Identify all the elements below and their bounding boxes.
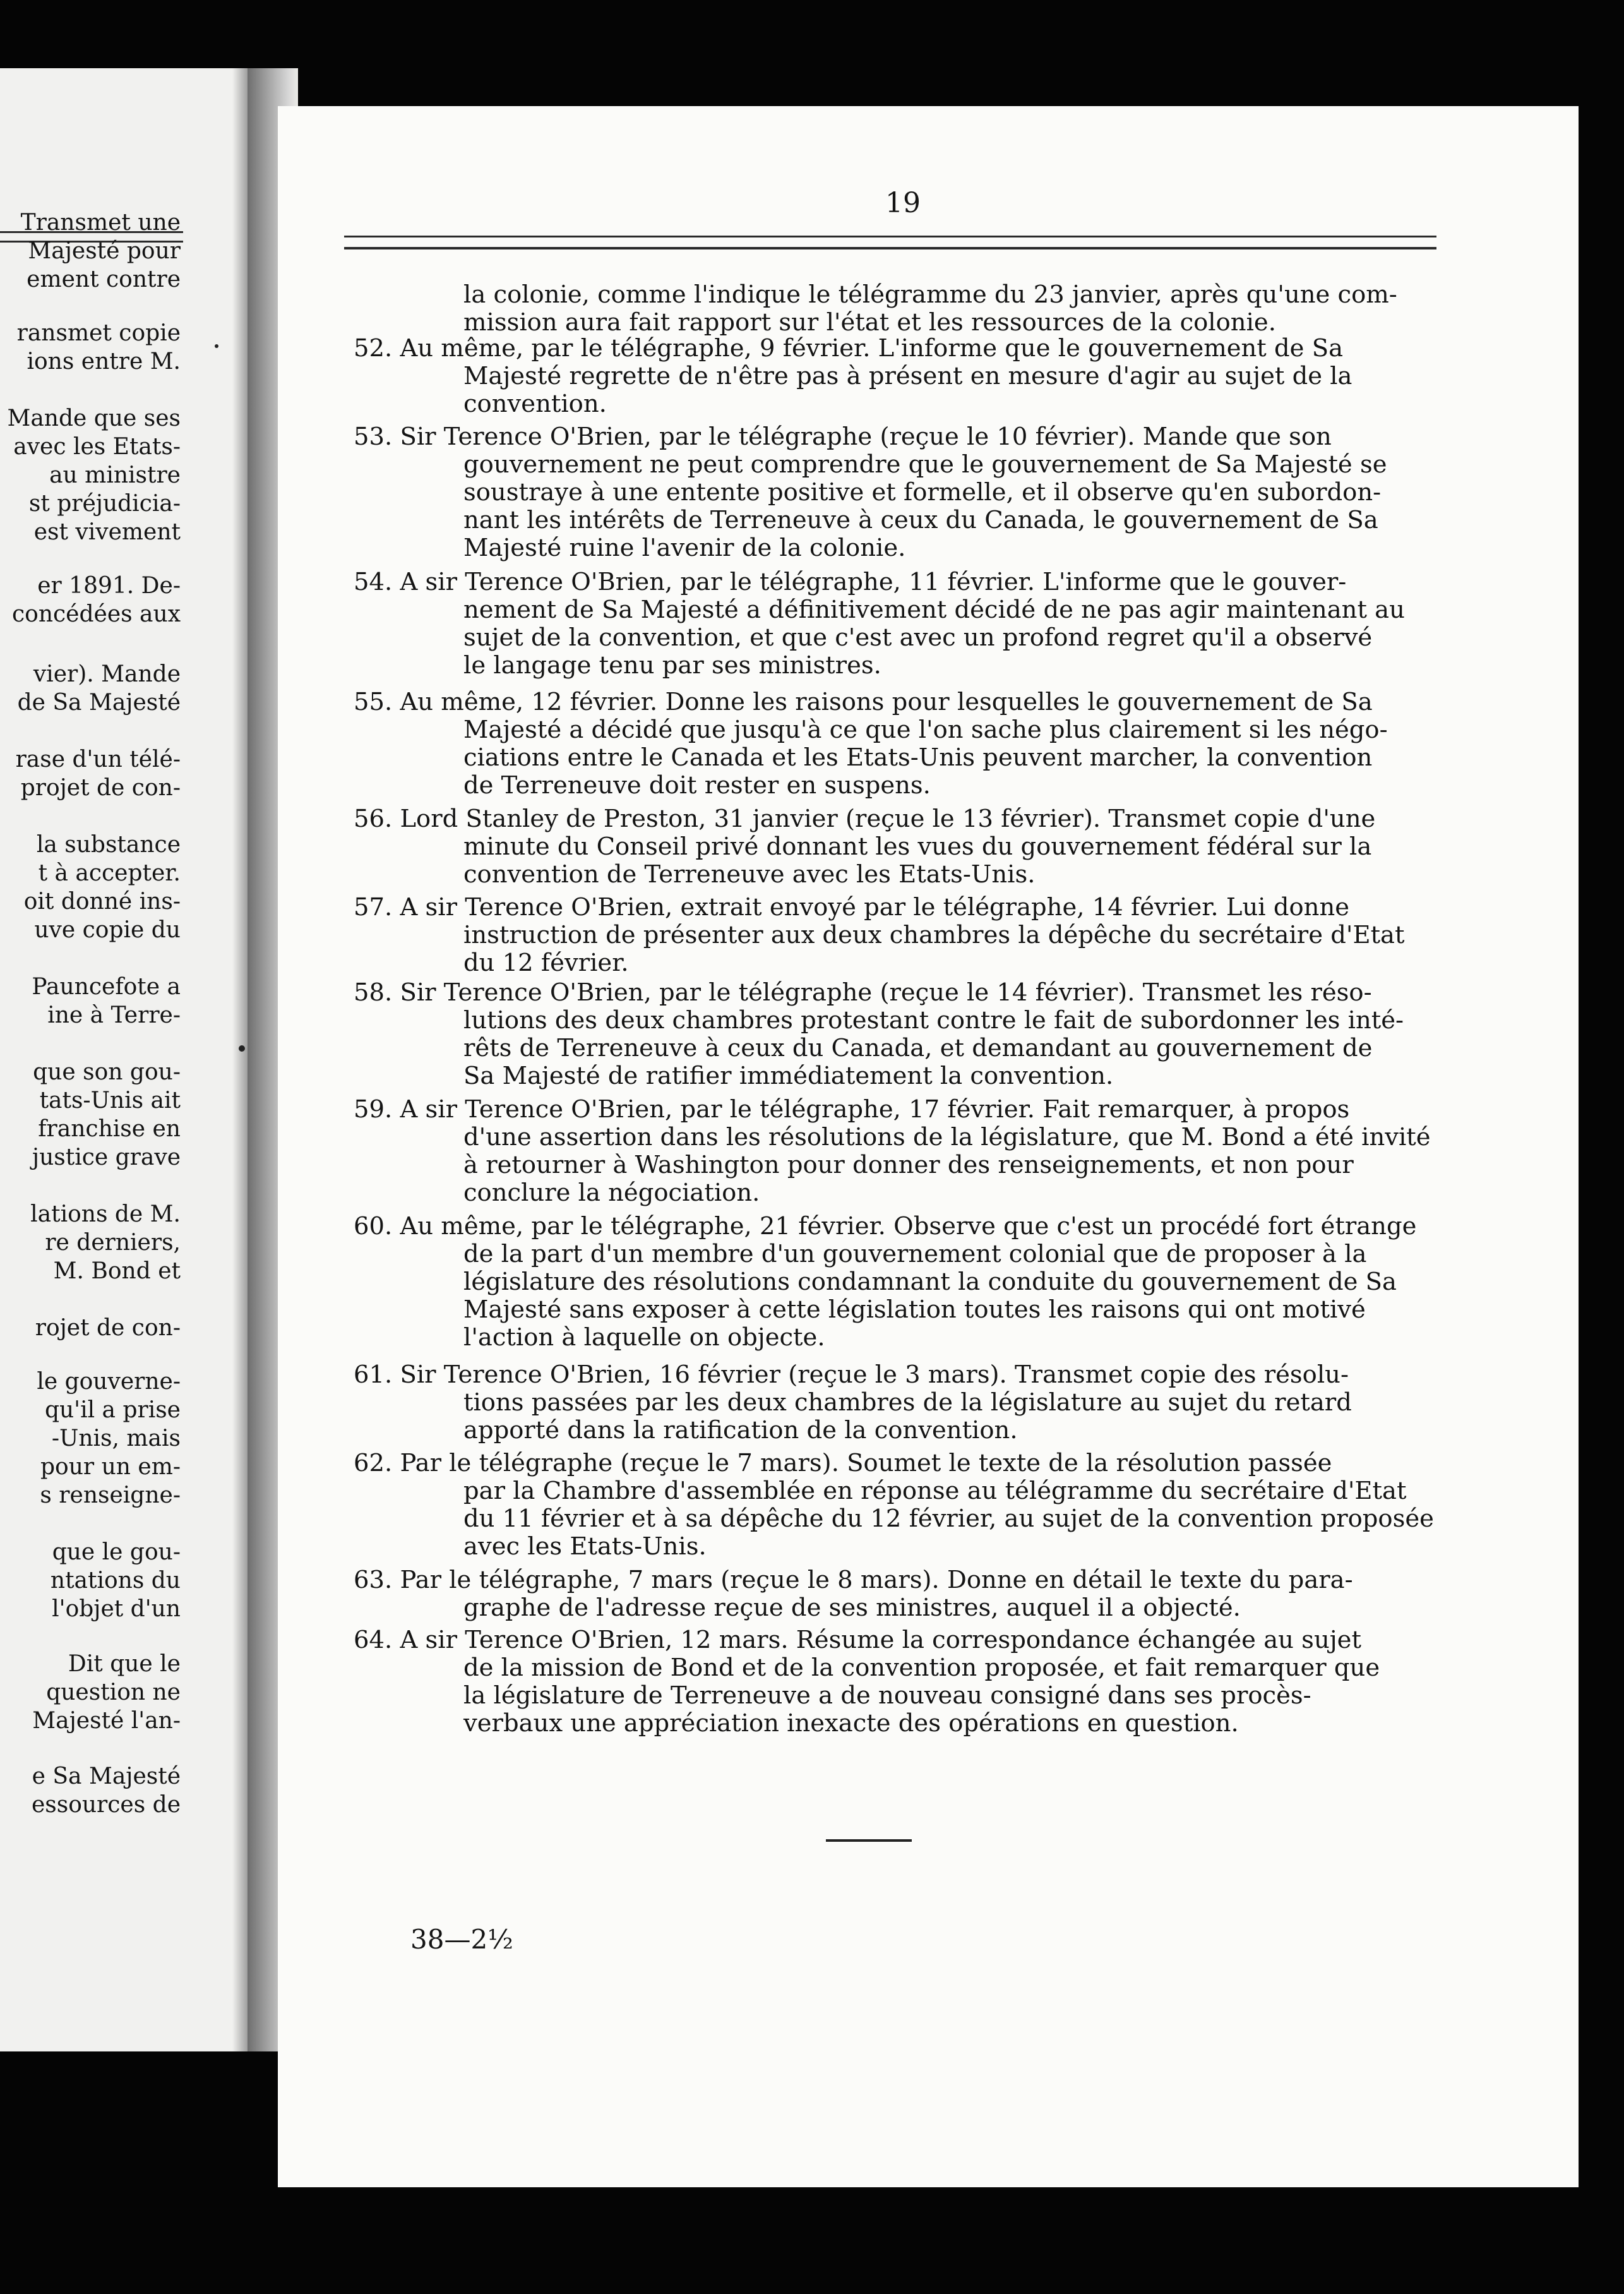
- entry-continuation-line: verbaux une appréciation inexacte des opérations en question.: [463, 1709, 1239, 1738]
- left-page-text-fragment: oit donné ins-: [23, 889, 181, 915]
- left-page-text-fragment: s renseigne-: [40, 1482, 181, 1508]
- entry-continuation-line: mission aura fait rapport sur l'état et les ressources de la colonie.: [463, 308, 1276, 337]
- entry-first-line: [354, 423, 1332, 451]
- left-page-text-fragment: tats-Unis ait: [39, 1088, 181, 1114]
- entry-text: Au même, 12 février. Donne les raisons pour lesquelles le gouvernement de Sa: [400, 688, 1373, 716]
- entry-first-line: [354, 688, 1373, 716]
- margin-mark: [215, 344, 218, 348]
- left-page-text-fragment: re derniers,: [45, 1230, 181, 1256]
- entry-continuation-line: convention.: [463, 390, 607, 418]
- entry-text: Au même, par le télégraphe, 21 février. Observe que c'est un procédé fort étrange: [400, 1212, 1417, 1240]
- left-page-text-fragment: justice grave: [32, 1144, 181, 1170]
- left-page-text-fragment: l'objet d'un: [52, 1596, 181, 1622]
- left-page-text-fragment: vier). Mande: [33, 661, 181, 687]
- left-page-text-fragment: Majesté pour: [28, 238, 181, 264]
- entry-first-line: [354, 1213, 1416, 1240]
- left-page-text-fragment: uve copie du: [34, 917, 181, 943]
- entry-number: 59.: [354, 1095, 400, 1124]
- entry-number: 56.: [354, 805, 400, 833]
- entry-text: Par le télégraphe (reçue le 7 mars). Soumet le texte de la résolution passée: [400, 1449, 1332, 1477]
- entry-continuation-line: de la part d'un membre d'un gouvernement colonial que de proposer à la: [463, 1240, 1367, 1268]
- entry-text: Lord Stanley de Preston, 31 janvier (reçue le 13 février). Transmet copie d'une: [400, 805, 1376, 833]
- entry-number: 53.: [354, 423, 400, 451]
- entry-text: Sir Terence O'Brien, 16 février (reçue le 3 mars). Transmet copie des résolu-: [400, 1360, 1349, 1389]
- entry-continuation-line: du 12 février.: [463, 949, 629, 977]
- entry-continuation-line: de Terreneuve doit rester en suspens.: [463, 771, 931, 800]
- entry-number: 55.: [354, 688, 400, 716]
- entry-text: A sir Terence O'Brien, extrait envoyé par le télégraphe, 14 février. Lui donne: [400, 893, 1350, 922]
- left-page-text-fragment: concédées aux: [11, 601, 181, 627]
- left-page-text-fragment: que son gou-: [33, 1059, 181, 1085]
- entry-continuation-line: gouvernement ne peut comprendre que le gouvernement de Sa Majesté se: [463, 450, 1387, 479]
- left-page-text-fragment: Transmet une: [20, 210, 181, 236]
- entry-continuation-line: à retourner à Washington pour donner des renseignements, et non pour: [463, 1151, 1354, 1179]
- entry-continuation-line: législature des résolutions condamnant la conduite du gouvernement de Sa: [463, 1268, 1397, 1296]
- entry-continuation-line: apporté dans la ratification de la convention.: [463, 1416, 1018, 1444]
- entry-number: 63.: [354, 1566, 400, 1594]
- left-page-text-fragment: st préjudicia-: [28, 491, 181, 517]
- left-page-text-fragment: rojet de con-: [35, 1315, 181, 1341]
- entry-text: A sir Terence O'Brien, 12 mars. Résume la correspondance échangée au sujet: [400, 1626, 1361, 1654]
- entry-continuation-line: lutions des deux chambres protestant contre le fait de subordonner les inté-: [463, 1006, 1404, 1035]
- entry-number: 57.: [354, 893, 400, 922]
- left-page-text-fragment: au ministre: [49, 462, 181, 488]
- left-page-text-fragment: Mande que ses: [7, 405, 181, 431]
- entry-text: Sir Terence O'Brien, par le télégraphe (reçue le 14 février). Transmet les réso-: [400, 978, 1372, 1007]
- entry-text: A sir Terence O'Brien, par le télégraphe, 17 février. Fait remarquer, à propos: [400, 1095, 1350, 1124]
- entry-first-line: [354, 1096, 1349, 1124]
- entry-continuation-line: convention de Terreneuve avec les Etats-Unis.: [463, 860, 1036, 889]
- left-page-text-fragment: e Sa Majesté: [32, 1763, 181, 1789]
- left-page-text-fragment: er 1891. De-: [37, 573, 181, 599]
- left-page-text-fragment: M. Bond et: [53, 1258, 181, 1284]
- entry-continuation-line: par la Chambre d'assemblée en réponse au télégramme du secrétaire d'Etat: [463, 1477, 1407, 1505]
- entry-continuation-line: rêts de Terreneuve à ceux du Canada, et demandant au gouvernement de: [463, 1034, 1373, 1062]
- left-page-text-fragment: ement contre: [27, 267, 181, 292]
- entry-text: A sir Terence O'Brien, par le télégraphe, 11 février. L'informe que le gouver-: [400, 568, 1347, 596]
- entry-continuation-line: nement de Sa Majesté a définitivement décidé de ne pas agir maintenant au: [463, 596, 1405, 624]
- margin-mark: [239, 1045, 245, 1052]
- entry-text: Sir Terence O'Brien, par le télégraphe (reçue le 10 février). Mande que son: [400, 423, 1332, 451]
- entry-continuation-line: la législature de Terreneuve a de nouveau consigné dans ses procès-: [463, 1681, 1311, 1710]
- entry-first-line: [354, 335, 1343, 363]
- entry-continuation-line: Majesté sans exposer à cette législation toutes les raisons qui ont motivé: [463, 1295, 1366, 1324]
- page-number: 19: [885, 187, 921, 219]
- left-page-text-fragment: rase d'un télé-: [15, 747, 181, 772]
- entry-number: 54.: [354, 568, 400, 596]
- entry-first-line: [354, 1566, 1353, 1594]
- entry-number: 61.: [354, 1360, 400, 1389]
- entry-continuation-line: la colonie, comme l'indique le télégramme du 23 janvier, après qu'une com-: [463, 280, 1397, 309]
- left-page-text-fragment: ntations du: [50, 1568, 181, 1594]
- entry-continuation-line: ciations entre le Canada et les Etats-Unis peuvent marcher, la convention: [463, 743, 1373, 772]
- left-page-text-fragment: Majesté l'an-: [32, 1708, 181, 1734]
- left-page-text-fragment: ions entre M.: [27, 349, 181, 375]
- left-page-text-fragment: que le gou-: [52, 1539, 181, 1565]
- entry-continuation-line: de la mission de Bond et de la convention proposée, et fait remarquer que: [463, 1654, 1380, 1682]
- entry-continuation-line: tions passées par les deux chambres de la législature au sujet du retard: [463, 1388, 1352, 1417]
- left-page-text-fragment: franchise en: [38, 1116, 181, 1142]
- left-page-text-fragment: est vivement: [33, 519, 181, 545]
- sheet-signature: 38—2½: [410, 1924, 513, 1955]
- entry-text: Par le télégraphe, 7 mars (reçue le 8 mars). Donne en détail le texte du para-: [400, 1566, 1353, 1594]
- entry-number: 60.: [354, 1212, 400, 1240]
- entry-continuation-line: l'action à laquelle on objecte.: [463, 1323, 825, 1352]
- left-page-text-fragment: Pauncefote a: [32, 974, 181, 1000]
- left-page-text-fragment: la substance: [36, 832, 181, 858]
- left-page-text-fragment: essources de: [31, 1792, 181, 1818]
- end-rule: [826, 1839, 912, 1842]
- entry-continuation-line: graphe de l'adresse reçue de ses ministres, auquel il a objecté.: [463, 1594, 1241, 1622]
- entry-continuation-line: soustraye à une entente positive et formelle, et il observe qu'en subordon-: [463, 478, 1382, 507]
- entry-continuation-line: conclure la négociation.: [463, 1179, 760, 1207]
- entry-first-line: [354, 979, 1372, 1007]
- left-page-text-fragment: question ne: [46, 1679, 181, 1705]
- left-page-text-fragment: t à accepter.: [38, 860, 181, 886]
- entry-first-line: [354, 805, 1375, 833]
- left-page-text-fragment: le gouverne-: [37, 1369, 181, 1395]
- entry-continuation-line: le langage tenu par ses ministres.: [463, 651, 881, 680]
- left-page-text-fragment: avec les Etats-: [13, 434, 181, 460]
- left-page-text-fragment: pour un em-: [40, 1454, 181, 1480]
- entry-first-line: [354, 1626, 1361, 1654]
- entry-number: 58.: [354, 978, 400, 1007]
- entry-continuation-line: instruction de présenter aux deux chambres la dépêche du secrétaire d'Etat: [463, 921, 1405, 949]
- entry-continuation-line: minute du Conseil privé donnant les vues du gouvernement fédéral sur la: [463, 832, 1372, 861]
- entry-first-line: [354, 568, 1346, 596]
- entry-continuation-line: sujet de la convention, et que c'est avec un profond regret qu'il a observé: [463, 623, 1373, 652]
- entry-continuation-line: d'une assertion dans les résolutions de la législature, que M. Bond a été invité: [463, 1123, 1431, 1151]
- left-page-text-fragment: ine à Terre-: [47, 1002, 181, 1028]
- entry-continuation-line: avec les Etats-Unis.: [463, 1532, 707, 1561]
- entry-continuation-line: Majesté ruine l'avenir de la colonie.: [463, 534, 906, 562]
- entry-continuation-line: du 11 février et à sa dépêche du 12 février, au sujet de la convention proposée: [463, 1504, 1434, 1533]
- entry-first-line: [354, 1361, 1349, 1389]
- left-page-text-fragment: projet de con-: [20, 775, 181, 801]
- entry-number: 52.: [354, 334, 400, 363]
- left-page-text-fragment: de Sa Majesté: [17, 690, 181, 716]
- left-page-text-fragment: lations de M.: [30, 1201, 181, 1227]
- entry-continuation-line: Sa Majesté de ratifier immédiatement la convention.: [463, 1062, 1114, 1090]
- entry-number: 64.: [354, 1626, 400, 1654]
- entry-continuation-line: Majesté a décidé que jusqu'à ce que l'on sache plus clairement si les négo-: [463, 716, 1388, 744]
- entry-text: Au même, par le télégraphe, 9 février. L'informe que le gouvernement de Sa: [400, 334, 1344, 363]
- left-page-text-fragment: qu'il a prise: [44, 1397, 181, 1423]
- left-page-text-fragment: -Unis, mais: [51, 1426, 181, 1451]
- entry-first-line: [354, 1450, 1332, 1477]
- entry-first-line: [354, 894, 1349, 922]
- left-page-text-fragment: ransmet copie: [16, 320, 181, 346]
- entry-continuation-line: nant les intérêts de Terreneuve à ceux du Canada, le gouvernement de Sa: [463, 506, 1378, 534]
- left-page-text-fragment: Dit que le: [68, 1651, 181, 1677]
- entry-number: 62.: [354, 1449, 400, 1477]
- entry-continuation-line: Majesté regrette de n'être pas à présent en mesure d'agir au sujet de la: [463, 362, 1352, 390]
